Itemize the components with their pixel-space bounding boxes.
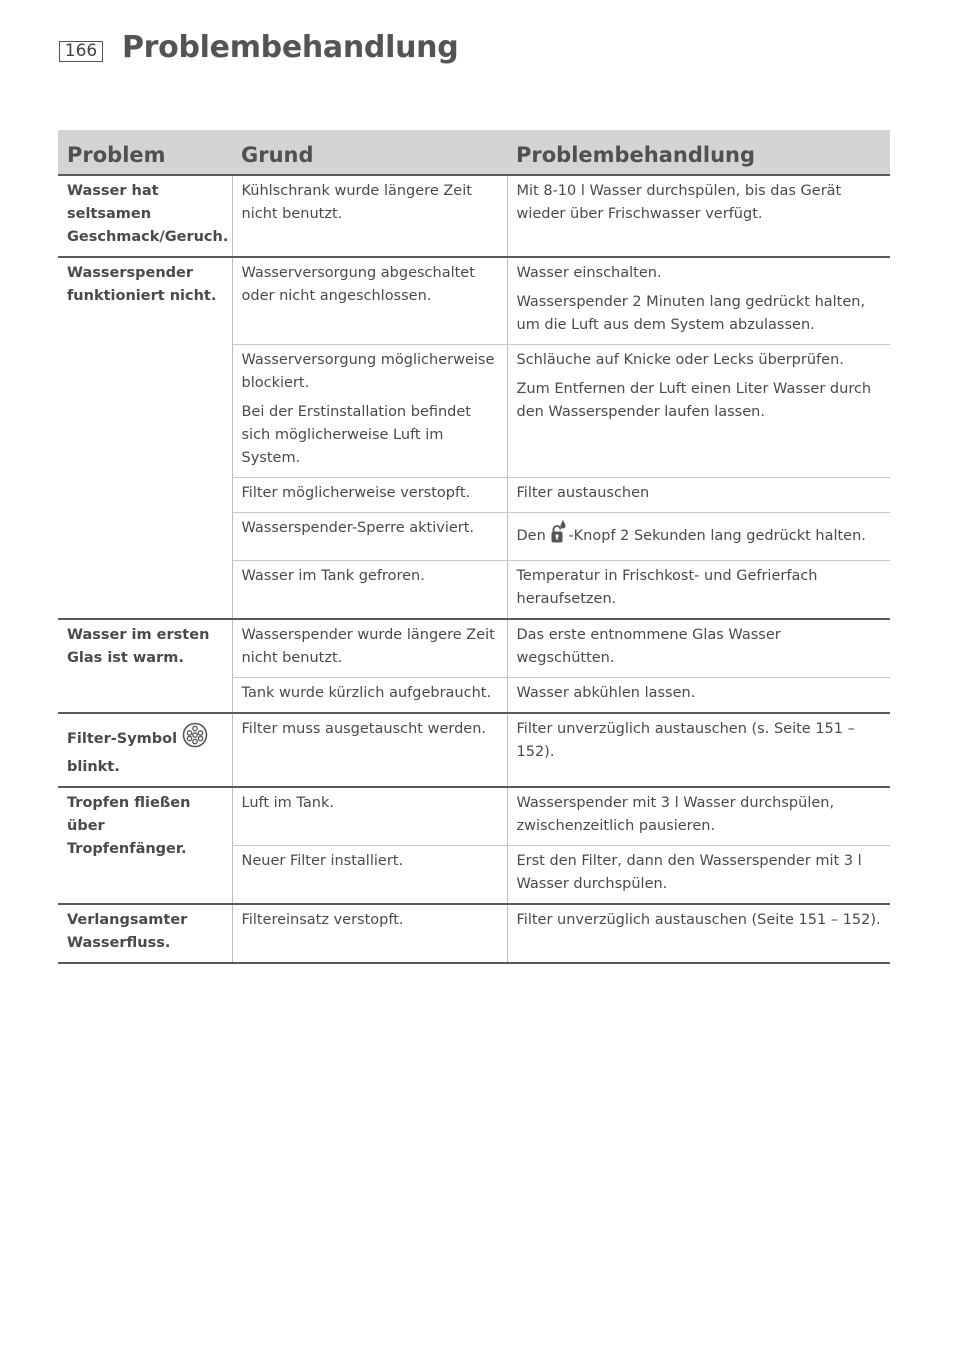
table-row <box>58 787 890 846</box>
table-row <box>58 713 890 787</box>
cause-cell: Neuer Filter installiert. <box>232 846 507 905</box>
solution-cell <box>507 257 890 345</box>
header-problem: Problem <box>58 130 232 175</box>
cause-cell: Luft im Tank. <box>232 787 507 846</box>
cause-cell <box>232 345 507 478</box>
troubleshooting-table <box>58 130 890 964</box>
cause-cell: Wasser im Tank gefroren. <box>232 561 507 620</box>
page-title: Problembehandlung <box>122 30 459 65</box>
solution-text: Schläuche auf Knicke oder Lecks überprüfen. <box>516 352 844 368</box>
solution-cell: Wasser abkühlen lassen. <box>507 678 890 714</box>
problem-cell: Verlangsamter Wasserfluss. <box>58 904 232 963</box>
solution-cell: Wasserspender mit 3 l Wasser durchspülen, zwischenzeitlich pausieren. <box>507 787 890 846</box>
cause-cell: Filter möglicherweise verstopft. <box>232 478 507 513</box>
cause-cell: Filtereinsatz verstopft. <box>232 904 507 963</box>
cause-cell: Wasserspender wurde längere Zeit nicht benutzt. <box>232 619 507 678</box>
solution-cell: Filter unverzüglich austauschen (s. Seite 151 – 152). <box>507 713 890 787</box>
problem-cell: Tropfen fließen über Tropfenfänger. <box>58 787 232 904</box>
solution-cell: Filter austauschen <box>507 478 890 513</box>
problem-cell: Wasser im ersten Glas ist warm. <box>58 619 232 713</box>
problem-cell: Wasserspender funktioniert nicht. <box>58 257 232 619</box>
header-solution: Problembehandlung <box>507 130 890 175</box>
solution-cell <box>507 345 890 478</box>
problem-cell <box>58 713 232 787</box>
cause-cell: Filter muss ausgetauscht werden. <box>232 713 507 787</box>
table-row <box>58 257 890 345</box>
solution-cell <box>507 513 890 561</box>
table-row <box>58 904 890 963</box>
solution-cell: Filter unverzüglich austauschen (Seite 151 – 152). <box>507 904 890 963</box>
problem-text: blinkt. <box>67 759 120 775</box>
problem-text: Filter-Symbol <box>67 731 178 747</box>
cause-cell: Wasserspender-Sperre aktiviert. <box>232 513 507 561</box>
lock-water-drop-icon <box>550 519 568 553</box>
solution-cell: Mit 8-10 l Wasser durchspülen, bis das Gerät wieder über Frischwasser verfügt. <box>507 175 890 257</box>
solution-text: Wasserspender 2 Minuten lang gedrückt halten, um die Luft aus dem System abzulassen. <box>516 294 866 333</box>
table-header-row <box>58 130 890 175</box>
header-cause: Grund <box>232 130 507 175</box>
table-row <box>58 619 890 678</box>
cause-cell: Tank wurde kürzlich aufgebraucht. <box>232 678 507 714</box>
solution-text: -Knopf 2 Sekunden lang gedrückt halten. <box>568 528 866 544</box>
solution-cell: Temperatur in Frischkost- und Gefrierfach heraufsetzen. <box>507 561 890 620</box>
cause-cell: Wasserversorgung abgeschaltet oder nicht angeschlossen. <box>232 257 507 345</box>
cause-cell: Kühlschrank wurde längere Zeit nicht benutzt. <box>232 175 507 257</box>
solution-text: Den <box>516 528 551 544</box>
cause-text: Wasserversorgung möglicherweise blockiert. <box>241 352 495 391</box>
solution-text: Zum Entfernen der Luft einen Liter Wasser durch den Wasserspender laufen lassen. <box>516 381 872 420</box>
solution-cell: Erst den Filter, dann den Wasserspender mit 3 l Wasser durchspülen. <box>507 846 890 905</box>
solution-text: Wasser einschalten. <box>516 265 662 281</box>
filter-icon <box>182 722 208 756</box>
page-number: 166 <box>59 41 103 62</box>
solution-cell: Das erste entnommene Glas Wasser wegschütten. <box>507 619 890 678</box>
cause-text: Bei der Erstinstallation befindet sich möglicherweise Luft im System. <box>241 404 471 466</box>
problem-cell: Wasser hat seltsamen Geschmack/Geruch. <box>58 175 232 257</box>
table-row <box>58 175 890 257</box>
